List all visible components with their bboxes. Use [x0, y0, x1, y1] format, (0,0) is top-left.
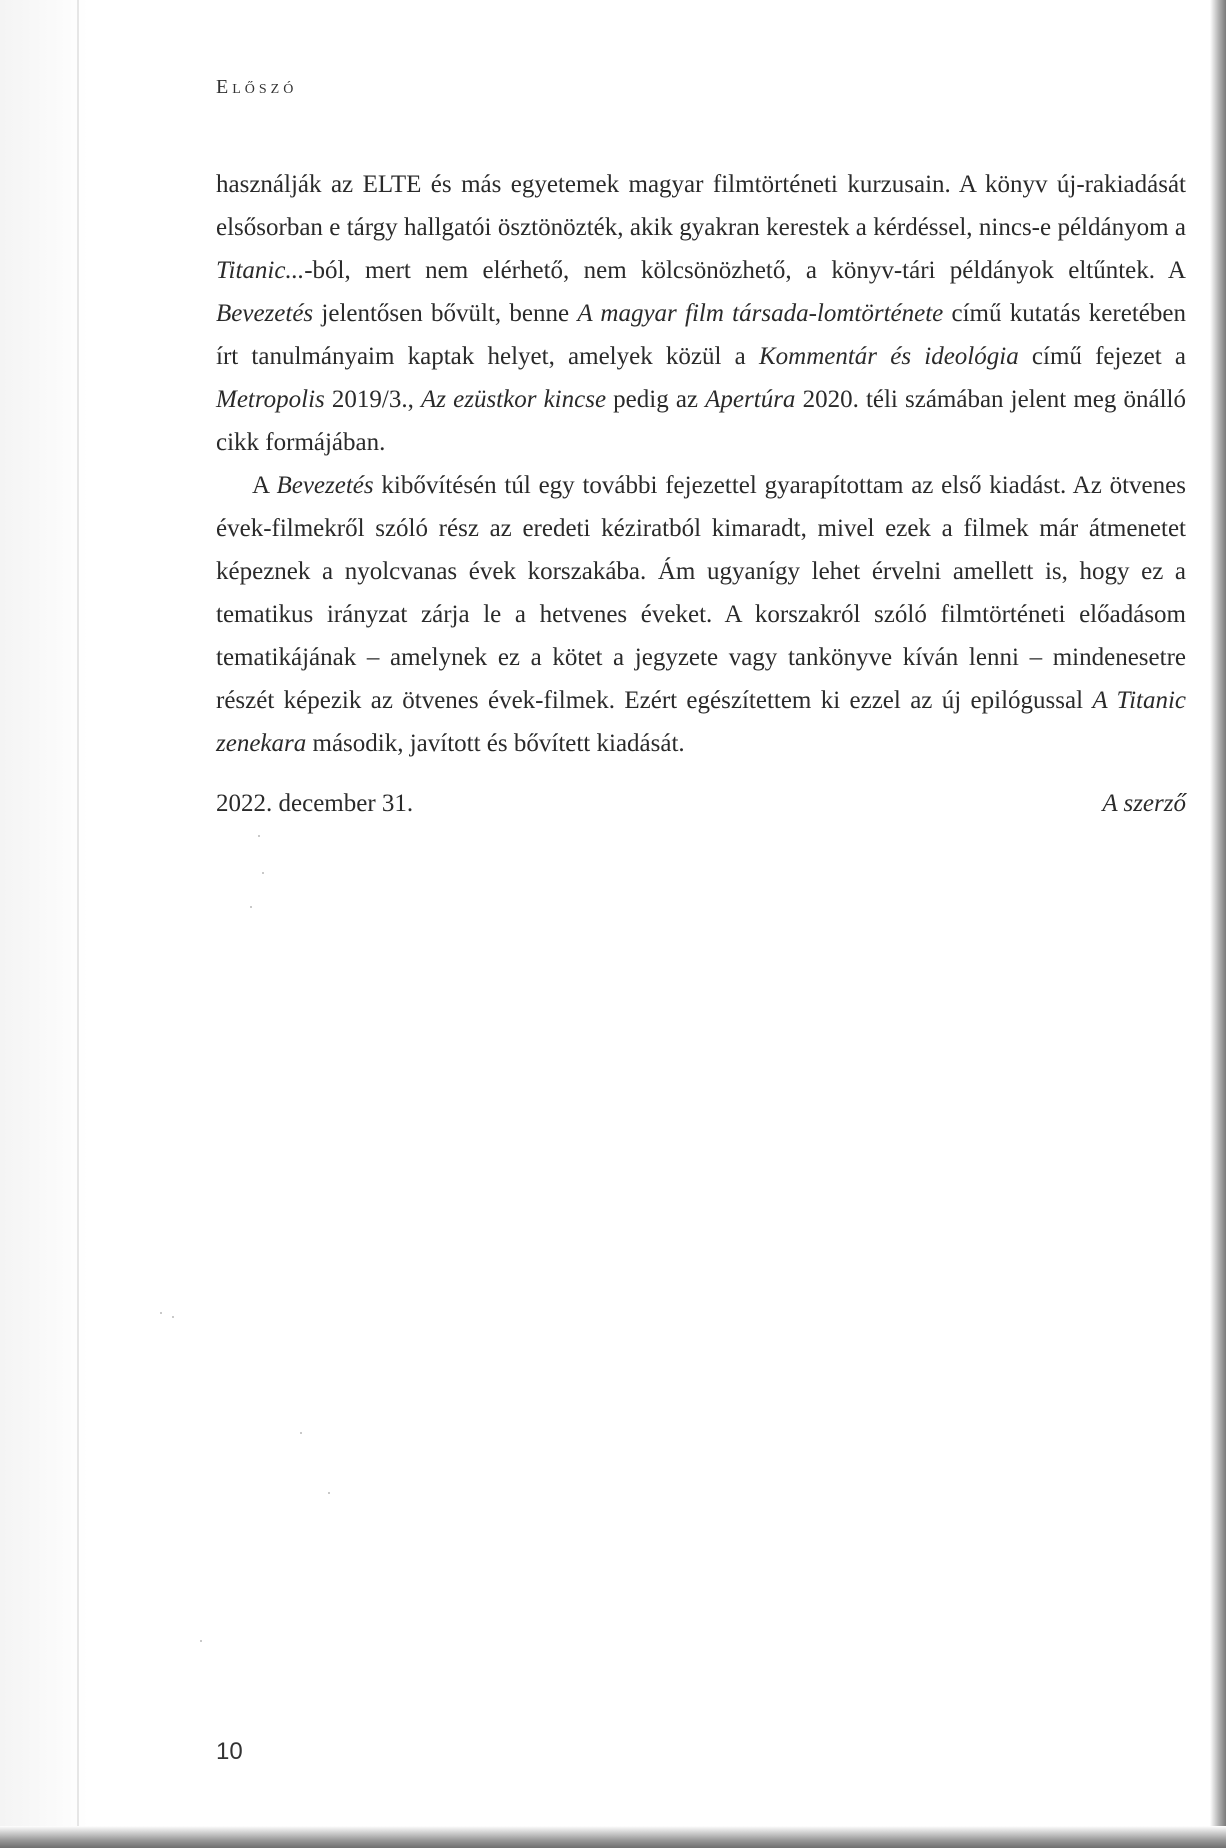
italic-title: Metropolis: [216, 386, 325, 413]
scan-right-edge: [1210, 0, 1226, 1848]
scan-speck: [200, 1640, 202, 1642]
italic-title: A Titanic zenekara: [216, 687, 1187, 757]
text-run: -ból, mert nem elérhető, nem kölcsönözhető, a könyv-tári példányok eltűntek. A: [304, 257, 1186, 284]
scan-left-margin: [0, 0, 88, 1848]
body-text: [216, 163, 1186, 765]
scan-speck: [262, 872, 264, 874]
paragraph: [216, 464, 1186, 765]
scan-gutter-line: [77, 0, 79, 1848]
italic-title: Titanic...: [216, 257, 305, 284]
text-run: kibővítésén túl egy további fejezettel gyarapítottam az első kiadást. Az ötvenes évek-filmekről szóló rész az eredeti kéziratból kimaradt, mivel ezek a filmek már átmenetet képeznek a nyolcvanas évek korszakába. Ám ugyanígy lehet érvelni amellett is, hogy ez a tematikus irányzat zárja le a hetvenes éveket. A korszakról szóló filmtörténeti előadásom tematikájának – amelynek ez a kötet a jegyzete vagy tankönyve kíván lenni – mindenesetre részét képezik az ötvenes évek-filmek. Ezért egészítettem ki ezzel az új epilógussal: [216, 472, 1186, 714]
italic-title: A magyar film társada-lomtörténete: [577, 300, 944, 327]
paragraph: [216, 163, 1186, 464]
text-run: jelentősen bővült, benne: [313, 300, 578, 327]
text-run: című fejezet a: [1018, 343, 1187, 370]
text-run: A: [252, 472, 277, 499]
scan-speck: [250, 906, 252, 908]
scan-speck: [172, 1316, 174, 1318]
italic-title: Kommentár és ideológia: [758, 343, 1019, 370]
text-run: című kutatás keretében írt tanulmányaim kaptak helyet, amelyek közül a: [216, 300, 1186, 370]
scan-speck: [300, 1432, 302, 1434]
italic-title: Az ezüstkor kincse: [421, 386, 607, 413]
text-run: pedig az: [606, 386, 706, 413]
signoff-author: A szerző: [1102, 790, 1186, 817]
italic-title: Bevezetés: [216, 300, 314, 327]
scan-speck: [258, 835, 260, 837]
running-head: Előszó: [216, 76, 298, 98]
text-run: második, javított és bővített kiadását.: [306, 730, 685, 757]
page-number: 10: [216, 1738, 243, 1765]
text-run: 2020. téli számában jelent meg önálló cikk formájában.: [216, 386, 1186, 456]
text-run: használják az ELTE és más egyetemek magyar filmtörténeti kurzusain. A könyv új-rakiadását elsősorban e tárgy hallgatói ösztönözték, akik gyakran kerestek a kérdéssel, nincs-e példányom a: [216, 171, 1186, 241]
scan-speck: [160, 1312, 162, 1314]
italic-title: Apertúra: [705, 386, 796, 413]
text-run: 2019/3.,: [324, 386, 421, 413]
scan-speck: [328, 1492, 330, 1494]
italic-title: Bevezetés: [276, 472, 374, 499]
signoff-date: 2022. december 31.: [216, 790, 414, 817]
scan-bottom-edge: [0, 1826, 1226, 1848]
